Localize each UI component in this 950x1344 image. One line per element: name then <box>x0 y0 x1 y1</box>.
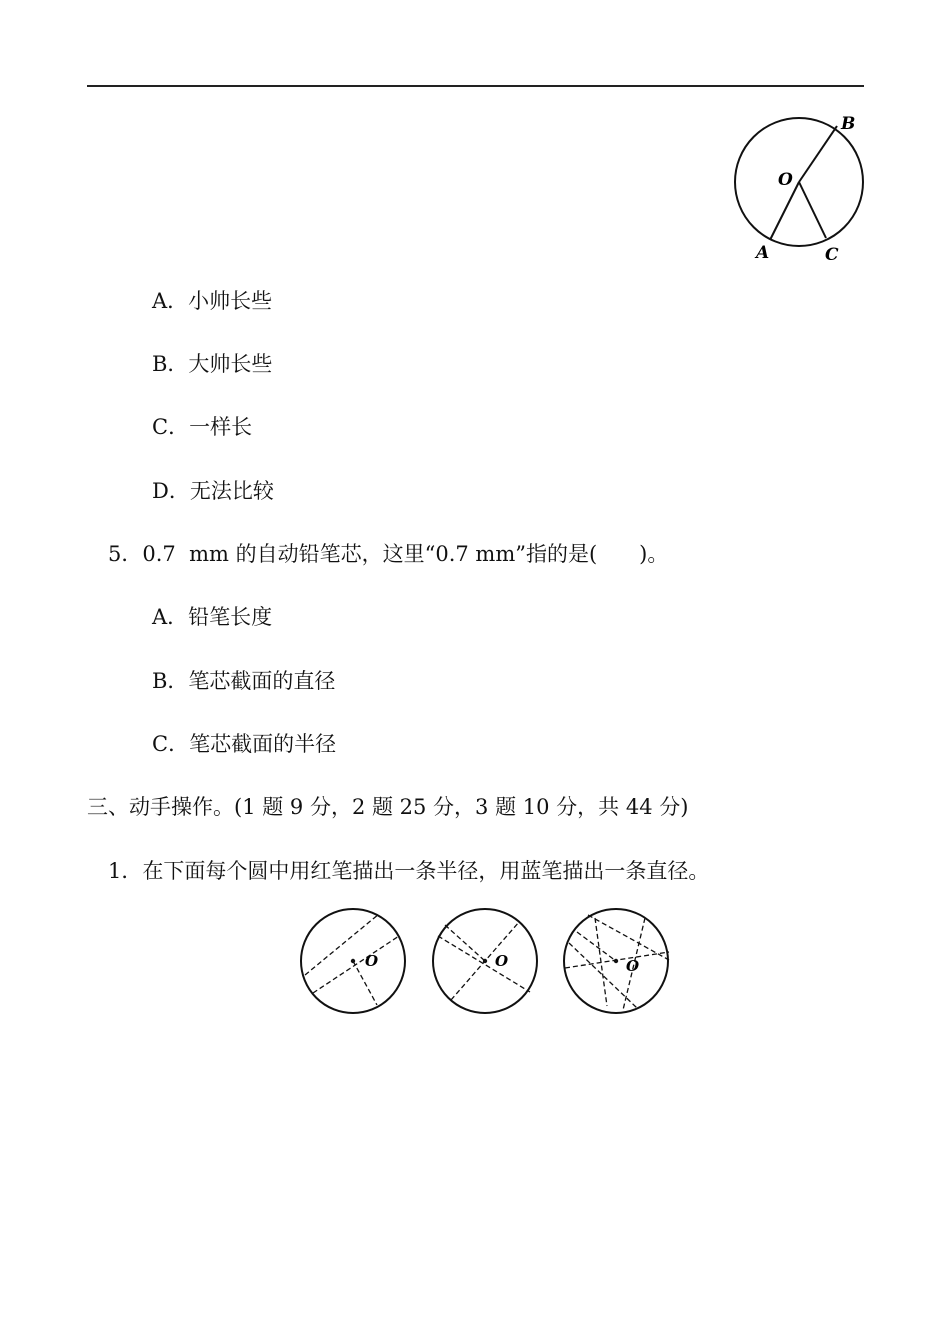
q4-label-o: O <box>778 170 793 190</box>
q4-option-c: C．一样长 <box>152 415 253 439</box>
q5-option-a: A．铅笔长度 <box>152 605 273 629</box>
q5-option-c: C．笔芯截面的半径 <box>152 732 337 756</box>
q5-option-b: B．笔芯截面的直径 <box>152 669 336 693</box>
q4-circle-figure <box>722 108 872 268</box>
s3-q1-circle-2 <box>433 909 537 1013</box>
s3-q1-circle-2-label: O <box>495 952 509 970</box>
q5-stem: 5．0.7 mm 的自动铅笔芯，这里“0.7 mm”指的是( )。 <box>108 542 669 566</box>
s3-q1-circle-3-label: O <box>626 957 640 975</box>
q4-label-c: C <box>825 245 839 265</box>
s3-q1-stem: 1．在下面每个圆中用红笔描出一条半径，用蓝笔描出一条直径。 <box>108 859 710 883</box>
s3-q1-circle-1-label: O <box>365 952 379 970</box>
q4-option-d: D．无法比较 <box>152 479 274 503</box>
s3-q1-circle-3 <box>564 909 669 1013</box>
q4-label-a: A <box>756 243 770 263</box>
q4-label-b: B <box>841 114 856 134</box>
q4-radius-ob <box>799 126 837 182</box>
s3-q1-circle-1 <box>301 909 405 1013</box>
header-rule <box>87 85 864 87</box>
section3-heading: 三、动手操作。(1 题 9 分，2 题 25 分，3 题 10 分，共 44 分) <box>87 795 689 819</box>
q4-option-b: B．大帅长些 <box>152 352 273 376</box>
s3-q1-circles-figure <box>295 900 680 1020</box>
q4-chord-ac-left <box>770 182 799 240</box>
q4-radius-oc <box>799 182 826 238</box>
q4-option-a: A．小帅长些 <box>152 289 273 313</box>
